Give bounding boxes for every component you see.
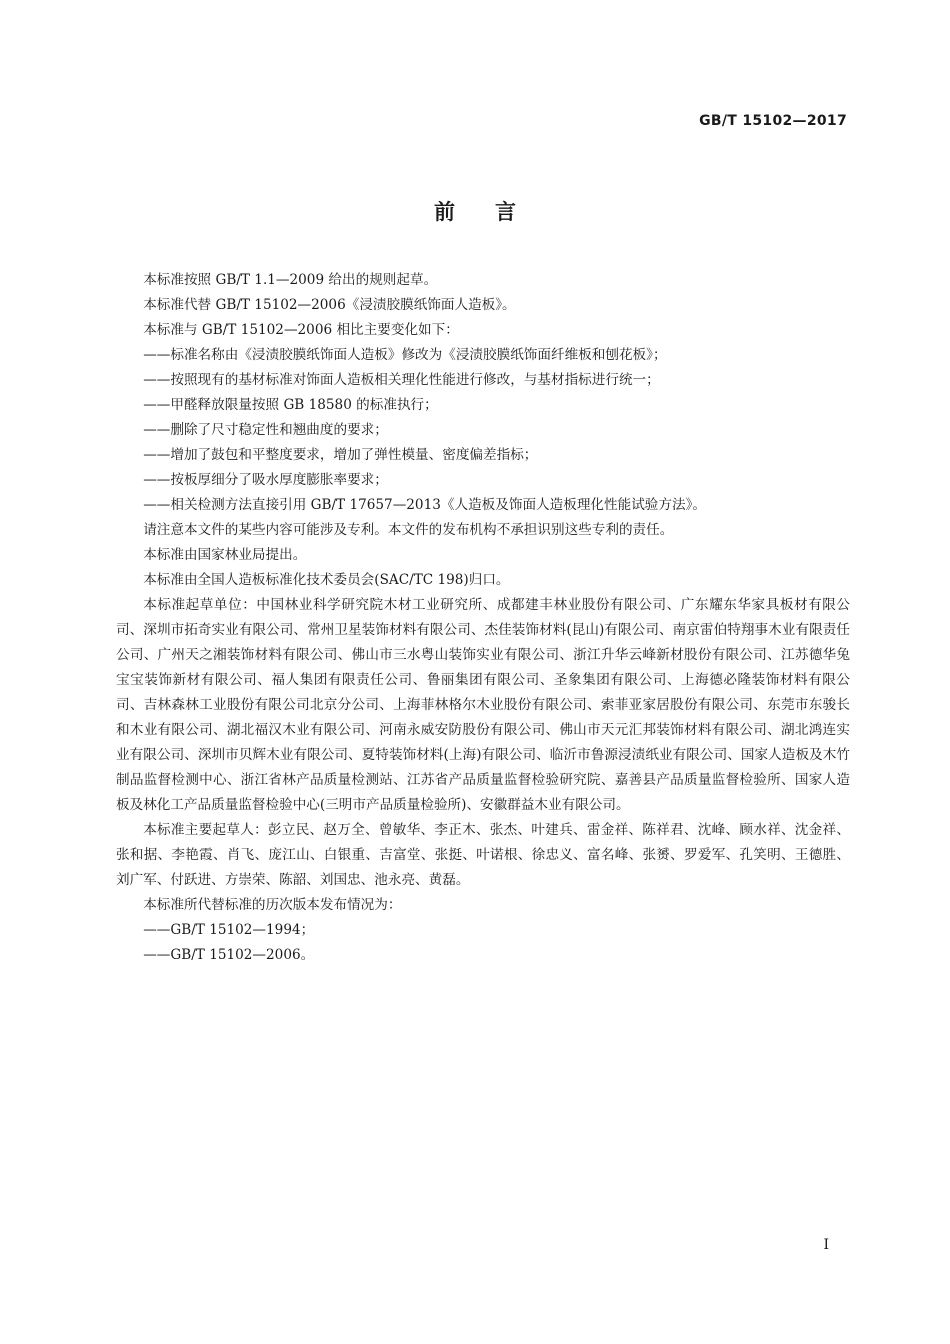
- change-item: ——标准名称由《浸渍胶膜纸饰面人造板》修改为《浸渍胶膜纸饰面纤维板和刨花板》；: [143, 347, 667, 363]
- paragraph-replaces: 本标准代替 GB/T 15102—2006《浸渍胶膜纸饰面人造板》。: [143, 297, 516, 313]
- paragraph-proposed-by: 本标准由国家林业局提出。: [143, 547, 307, 563]
- change-item: ——按照现有的基材标准对饰面人造板相关理化性能进行修改，与基材指标进行统一；: [143, 372, 660, 388]
- history-item: ——GB/T 15102—1994；: [143, 922, 315, 938]
- page-number: I: [823, 1237, 829, 1253]
- paragraph-drafters: 本标准主要起草人：彭立民、赵万全、曾敏华、李正木、张杰、叶建兵、雷金祥、陈祥君、沈峰、顾水祥、沈金祥、张和据、李艳霞、肖飞、庞江山、白银重、吉富堂、张挺、叶诺根、徐忠义、富名峰、张赟、罗爱军、孔笑明、王德胜、刘广军、付跃进、方崇荣、陈韶、刘国忠、池永亮、黄磊。: [116, 822, 850, 888]
- change-item: ——甲醛释放限量按照 GB 18580 的标准执行；: [143, 397, 438, 413]
- history-item: ——GB/T 15102—2006。: [143, 947, 315, 963]
- paragraph-drafting-rules: 本标准按照 GB/T 1.1—2009 给出的规则起草。: [143, 272, 438, 288]
- paragraph-history-intro: 本标准所代替标准的历次版本发布情况为：: [143, 897, 402, 913]
- standard-code: GB/T 15102—2017: [699, 113, 847, 129]
- change-item: ——增加了鼓包和平整度要求，增加了弹性模量、密度偏差指标；: [143, 447, 538, 463]
- foreword-body: [116, 268, 850, 968]
- change-item: ——删除了尺寸稳定性和翘曲度的要求；: [143, 422, 388, 438]
- page-title: 前言: [434, 200, 556, 224]
- paragraph-changes-intro: 本标准与 GB/T 15102—2006 相比主要变化如下：: [143, 322, 459, 338]
- paragraph-patent-notice: 请注意本文件的某些内容可能涉及专利。本文件的发布机构不承担识别这些专利的责任。: [143, 522, 674, 538]
- change-item: ——相关检测方法直接引用 GB/T 17657—2013《人造板及饰面人造板理化性能试验方法》。: [143, 497, 706, 513]
- paragraph-drafting-units: 本标准起草单位：中国林业科学研究院木材工业研究所、成都建丰林业股份有限公司、广东耀东华家具板材有限公司、深圳市拓奇实业有限公司、常州卫星装饰材料有限公司、杰佳装饰材料(昆山)有限公司、南京雷伯特翔事木业有限责任公司、广州天之湘装饰材料有限公司、佛山市三水粤山装饰实业有限公司、浙江升华云峰新材股份有限公司、江苏德华兔宝宝装饰新材有限公司、福人集团有限责任公司、鲁丽集团有限公司、圣象集团有限公司、上海德必隆装饰材料有限公司、吉林森林工业股份有限公司北京分公司、上海菲林格尔木业股份有限公司、索菲亚家居股份有限公司、东莞市东骏长和木业有限公司、湖北福汉木业有限公司、河南永威安防股份有限公司、佛山市天元汇邦装饰材料有限公司、湖北鸿连实业有限公司、深圳市贝辉木业有限公司、夏特装饰材料(上海)有限公司、临沂市鲁源浸渍纸业有限公司、国家人造板及木竹制品监督检测中心、浙江省林产品质量检测站、江苏省产品质量监督检验研究院、嘉善县产品质量监督检验所、国家人造板及林化工产品质量监督检验中心(三明市产品质量检验所)、安徽群益木业有限公司。: [116, 597, 850, 813]
- change-item: ——按板厚细分了吸水厚度膨胀率要求；: [143, 472, 388, 488]
- paragraph-committee: 本标准由全国人造板标准化技术委员会(SAC/TC 198)归口。: [143, 572, 510, 588]
